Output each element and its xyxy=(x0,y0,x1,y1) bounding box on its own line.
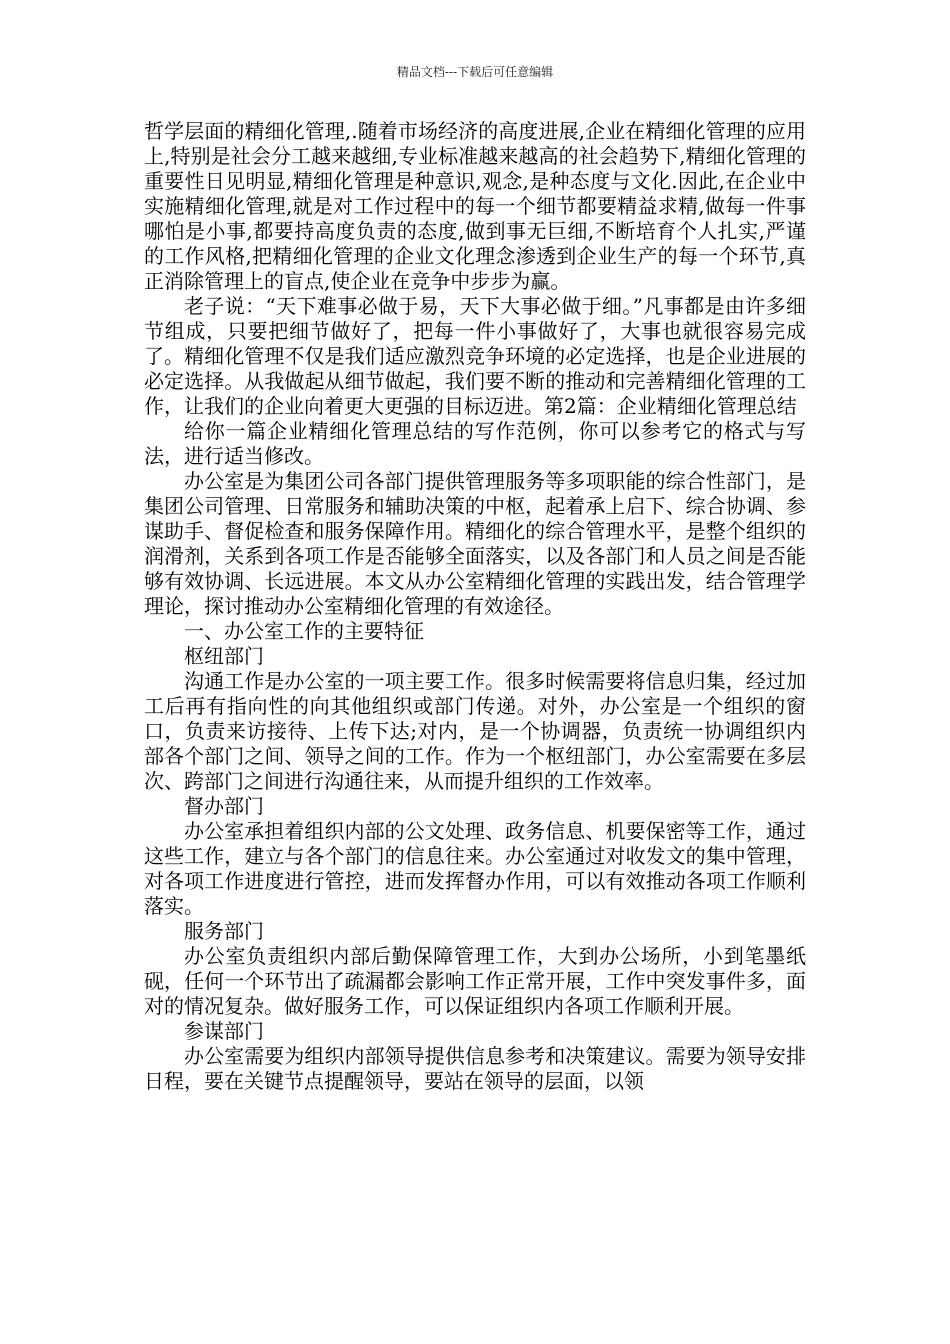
subheading-supervision-department: 督办部门 xyxy=(184,794,264,818)
subheading-advisory-department: 参谋部门 xyxy=(184,1019,264,1043)
paragraph-laozi-quote: 老子说：“天下难事必做于易，天下大事必做于细。”凡事都是由许多细节组成，只要把细节做好了，把每一件小事做好了，大事也就很容易完成了。精细化管理不仅是我们适应激烈竞争环境的必定选择，也是企业进展的必定选择。从我做起从细节做起，我们要不断的推动和完善精细化管理的工作，让我们的企业向着更大更强的目标迈进。第2篇：企业精细化管理总结 xyxy=(144,294,806,418)
subheading-service-department: 服务部门 xyxy=(184,919,264,943)
paragraph-service-department: 办公室负责组织内部后勤保障管理工作，大到办公场所，小到笔墨纸砚，任何一个环节出了疏漏都会影响工作正常开展，工作中突发事件多，面对的情况复杂。做好服务工作，可以保证组织内各项工作顺利开展。 xyxy=(144,944,806,1018)
section-heading-office-features: 一、办公室工作的主要特征 xyxy=(184,619,424,643)
paragraph-sample-intro: 给你一篇企业精细化管理总结的写作范例，你可以参考它的格式与写法，进行适当修改。 xyxy=(144,419,806,468)
subheading-hub-department: 枢纽部门 xyxy=(184,644,264,668)
paragraph-hub-department: 沟通工作是办公室的一项主要工作。很多时候需要将信息归集，经过加工后再有指向性的向其他组织或部门传递。对外，办公室是一个组织的窗口，负责来访接待、上传下达;对内，是一个协调器，负责统一协调组织内部各个部门之间、领导之间的工作。作为一个枢纽部门，办公室需要在多层次、跨部门之间进行沟通往来，从而提升组织的工作效率。 xyxy=(144,669,806,793)
paragraph-advisory-department: 办公室需要为组织内部领导提供信息参考和决策建议。需要为领导安排日程，要在关键节点提醒领导，要站在领导的层面，以领 xyxy=(144,1044,806,1093)
page-header: 精品文档---下载后可任意编辑 xyxy=(396,65,554,79)
paragraph-office-role: 办公室是为集团公司各部门提供管理服务等多项职能的综合性部门，是集团公司管理、日常服务和辅助决策的中枢，起着承上启下、综合协调、参谋助手、督促检查和服务保障作用。精细化的综合管理水平，是整个组织的润滑剂，关系到各项工作是否能够全面落实，以及各部门和人员之间是否能够有效协调、长远进展。本文从办公室精细化管理的实践出发，结合管理学理论，探讨推动办公室精细化管理的有效途径。 xyxy=(144,469,806,618)
paragraph-refined-management-intro: 哲学层面的精细化管理,.随着市场经济的高度进展,企业在精细化管理的应用上,特别是社会分工越来越细,专业标准越来越高的社会趋势下,精细化管理的重要性日见明显,精细化管理是种意识,观念,是种态度与文化.因此,在企业中实施精细化管理,就是对工作过程中的每一个细节都要精益求精,做每一件事哪怕是小事,都要持高度负责的态度,做到事无巨细,不断培育个人扎实,严谨的工作风格,把精细化管理的企业文化理念渗透到企业生产的每一个环节,真正消除管理上的盲点,使企业在竞争中步步为赢。 xyxy=(144,119,806,293)
paragraph-supervision-department: 办公室承担着组织内部的公文处理、政务信息、机要保密等工作，通过这些工作，建立与各个部门的信息往来。办公室通过对收发文的集中管理，对各项工作进度进行管控，进而发挥督办作用，可以有效推动各项工作顺利落实。 xyxy=(144,819,806,918)
document-body xyxy=(144,119,806,1094)
